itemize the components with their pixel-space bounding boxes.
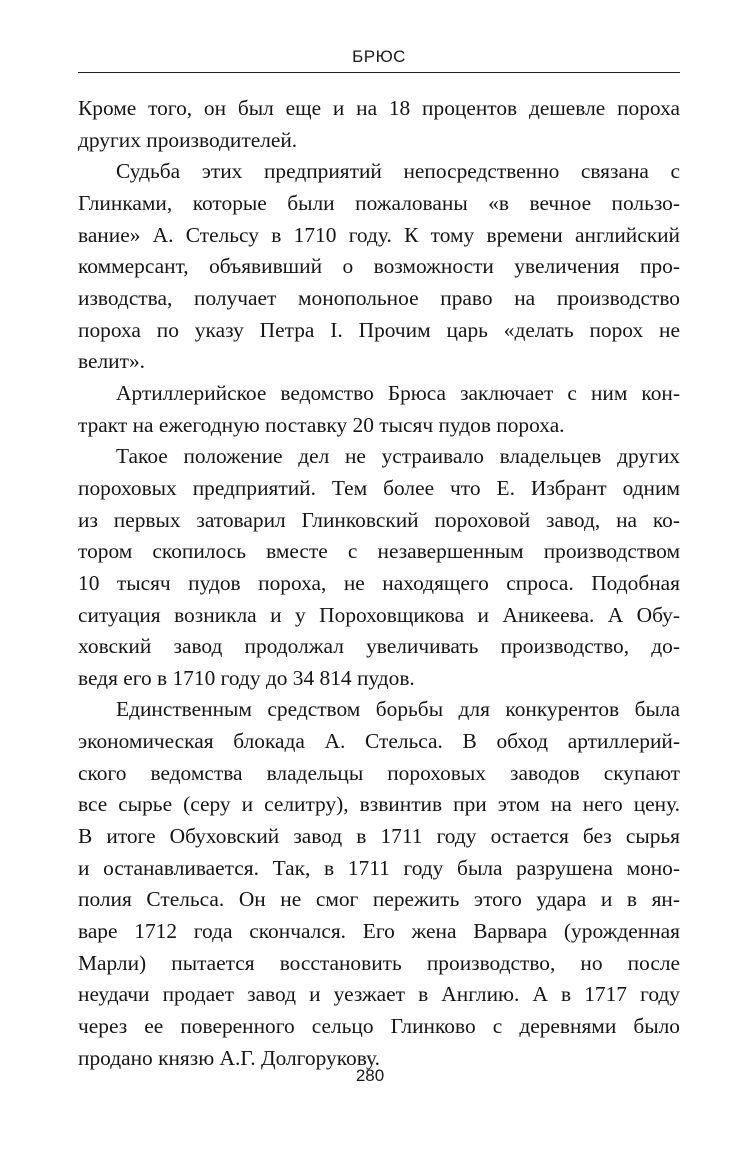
text-line: изводства, получает монопольное право на производство (78, 285, 680, 310)
text-line: Кроме того, он был еще и на 18 процентов дешевле пороха (78, 96, 680, 120)
text-line: варе 1712 года скончался. Его жена Варвара (урожденная (78, 919, 680, 944)
text-line: 10 тысяч пудов пороха, не находящего спроса. Подобная (78, 570, 680, 595)
text-line: и останавливается. Так, в 1711 году была разрушена моно- (78, 855, 680, 880)
text-line: Единственным средством борьбы для конкурентов была (116, 697, 680, 722)
text-line: из первых затоварил Глинковский пороховой завод, на ко- (78, 507, 680, 532)
text-line: вание» А. Стельсу в 1710 году. К тому времени английский (78, 222, 680, 247)
text-line: ведя его в 1710 году до 34 814 пудов. (78, 665, 415, 690)
page-number: 280 (355, 1066, 385, 1085)
running-head: БРЮС (352, 47, 406, 66)
text-line: Артиллерийское ведомство Брюса заключает с ним кон- (116, 380, 680, 405)
paragraph (78, 441, 680, 694)
text-line: других производителей. (78, 127, 298, 152)
text-line: Марли) пытается восстановить производство, но после (78, 950, 680, 975)
text-line: ховский завод продолжал увеличивать производство, до- (78, 634, 680, 659)
text-line: пороховых предприятий. Тем более что Е. Избрант одним (78, 475, 680, 500)
text-line: полия Стельса. Он не смог пережить этого удара и в ян- (78, 887, 680, 912)
text-line: Судьба этих предприятий непосредственно связана с (116, 159, 680, 184)
text-line: все сырье (серу и селитру), взвинтив при этом на него цену. (78, 792, 680, 817)
text-line: тором скопилось вместе с незавершенным производством (78, 539, 680, 564)
paragraph (78, 694, 680, 1074)
text-line: тракт на ежегодную поставку 20 тысяч пудов пороха. (78, 412, 565, 437)
text-line: В итоге Обуховский завод в 1711 году остается без сырья (78, 824, 680, 849)
paragraph (78, 93, 680, 156)
text-line: коммерсант, объявивший о возможности увеличения про- (78, 254, 680, 279)
text-line: продано князю А.Г. Долгорукову. (78, 1045, 380, 1070)
paragraph (78, 156, 680, 378)
text-line: ского ведомства владельцы пороховых заводов скупают (78, 760, 680, 785)
paragraph (78, 378, 680, 441)
text-line: Такое положение дел не устраивало владельцев других (116, 444, 680, 469)
text-line: пороха по указу Петра I. Прочим царь «делать порох не (78, 317, 680, 342)
text-line: неудачи продает завод и уезжает в Англию. А в 1717 году (78, 982, 680, 1007)
text-line: через ее поверенного сельцо Глинково с деревнями было (78, 1014, 680, 1039)
body-text (78, 93, 680, 1074)
header-rule (78, 72, 680, 73)
text-line: велит». (78, 349, 145, 374)
text-line: Глинками, которые были пожалованы «в вечное пользо- (78, 190, 680, 215)
text-line: ситуация возникла и у Пороховщикова и Аникеева. А Обу- (78, 602, 680, 627)
text-line: экономическая блокада А. Стельса. В обход артиллерий- (78, 729, 680, 754)
